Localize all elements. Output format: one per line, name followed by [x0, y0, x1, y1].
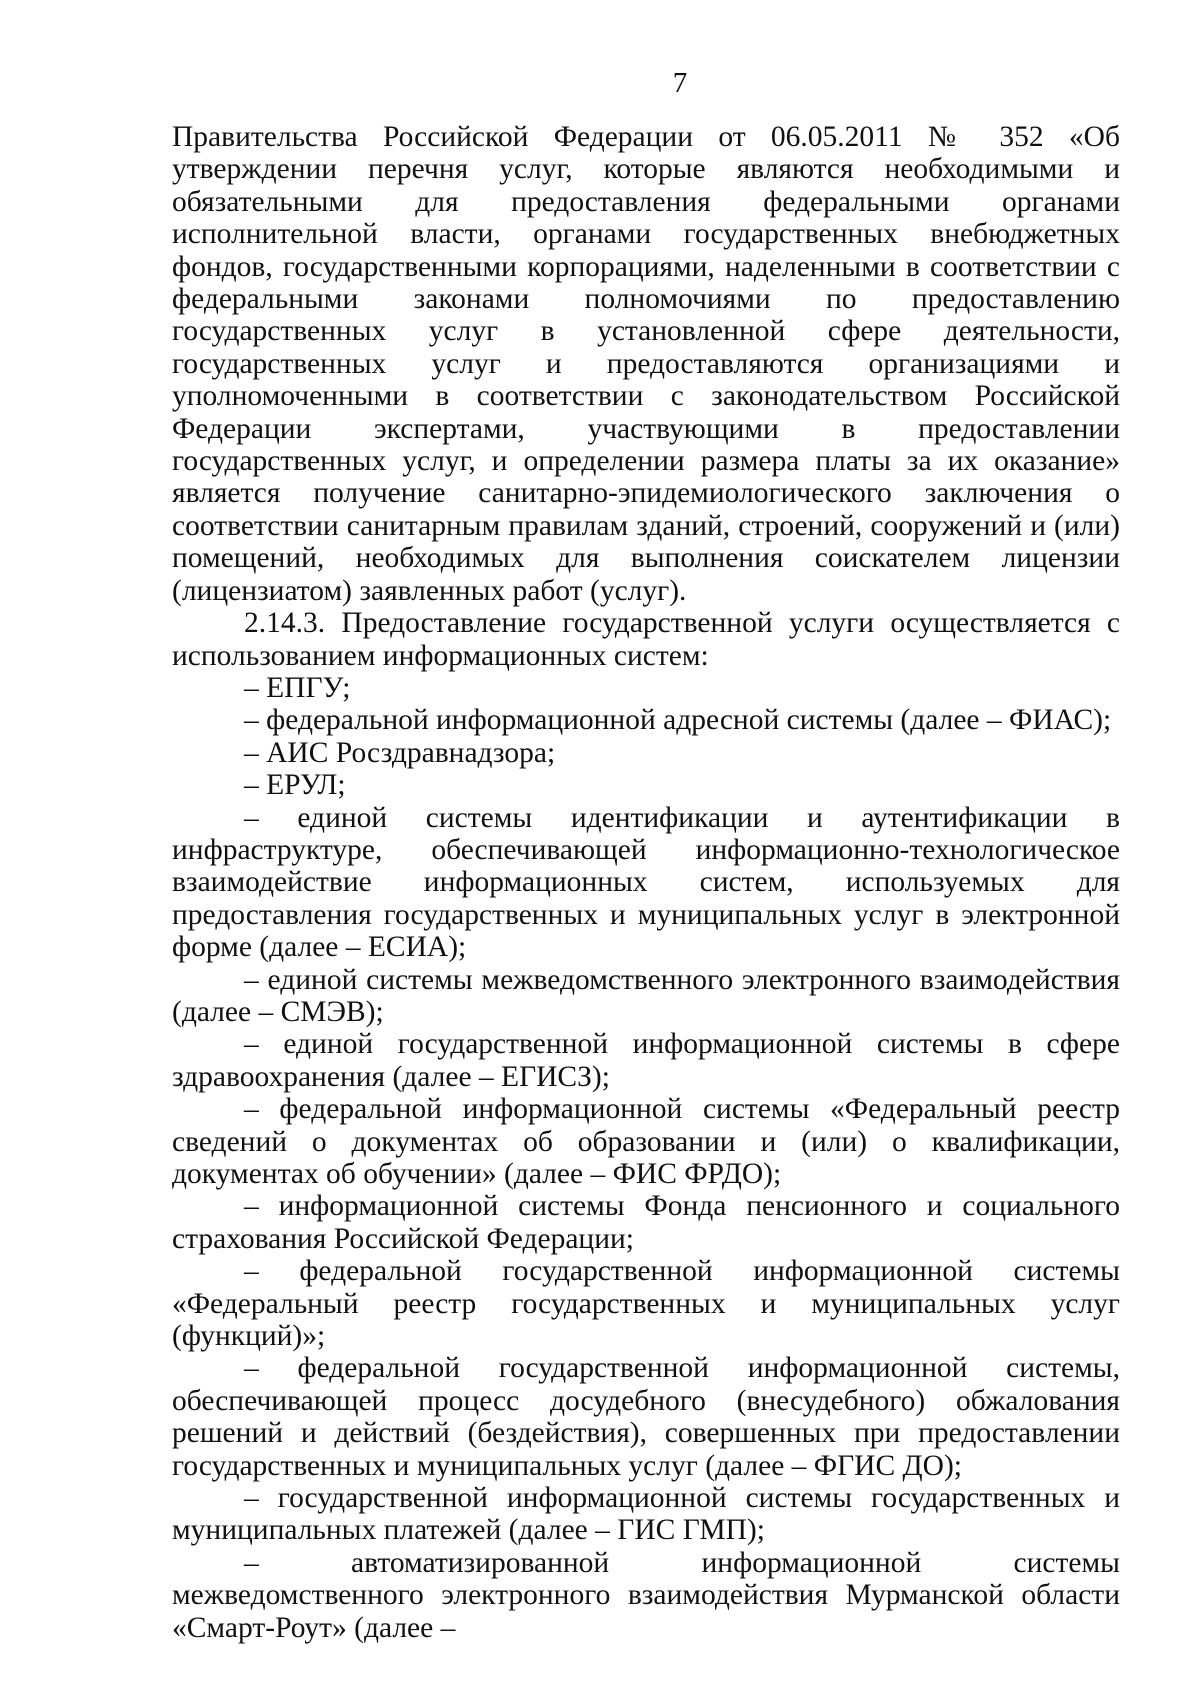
list-item-smev: – единой системы межведомственного электронного взаимодействия (далее – СМЭВ);: [172, 963, 1120, 1028]
list-item-fgis-do: – федеральной государственной информационной системы, обеспечивающей процесс досудебного (внесудебного) обжалования решений и действий (бездействия), совершенных при предоставлении государственных и муниципальных услуг (далее – ФГИС ДО);: [172, 1352, 1120, 1482]
document-body: [172, 121, 1120, 1644]
list-item-gis-gmp: – государственной информационной системы государственных и муниципальных платежей (далее – ГИС ГМП);: [172, 1482, 1120, 1547]
page-number: 7: [672, 67, 688, 99]
list-item-ais-roszdravnadzor: – АИС Росздравнадзора;: [244, 736, 556, 769]
list-item-fis-frdo: – федеральной информационной системы «Федеральный реестр сведений о документах об образовании и (или) о квалификации, документах об обучении» (далее – ФИС ФРДО);: [172, 1093, 1120, 1190]
list-item-fias: – федеральной информационной адресной системы (далее – ФИАС);: [244, 704, 1112, 737]
list-item-egisz: – единой государственной информационной системы в сфере здравоохранения (далее – ЕГИСЗ);: [172, 1028, 1120, 1093]
list-item-esia: – единой системы идентификации и аутентификации в инфраструктуре, обеспечивающей информационно-технологическое взаимодействие информационных систем, используемых для предоставления государственных и муниципальных услуг в электронной форме (далее – ЕСИА);: [172, 801, 1120, 964]
list-item-smart-rout: – автоматизированной информационной системы межведомственного электронного взаимодействия Мурманской области «Смарт-Роут» (далее –: [172, 1546, 1120, 1644]
paragraph-continuation: Правительства Российской Федерации от 06.05.2011 № 352 «Об утверждении перечня услуг, которые являются необходимыми и обязательными для предоставления федеральными органами исполнительной власти, органами государственных внебюджетных фондов, государственными корпорациями, наделенными в соответствии с федеральными законами полномочиями по предоставлению государственных услуг в установленной сфере деятельности, государственных услуг и предоставляются организациями и уполномоченными в соответствии с законодательством Российской Федерации экспертами, участвующими в предоставлении государственных услуг, и определении размера платы за их оказание» является получение санитарно-эпидемиологического заключения о соответствии санитарным правилам зданий, строений, сооружений и (или) помещений, необходимых для выполнения соискателем лицензии (лицензиатом) заявленных работ (услуг).: [172, 121, 1120, 607]
list-item-sfr: – информационной системы Фонда пенсионного и социального страхования Российской Федерации;: [172, 1190, 1120, 1255]
paragraph-2-14-3: 2.14.3. Предоставление государственной услуги осуществляется с использованием информационных систем:: [172, 607, 1120, 672]
list-item-epgu: – ЕПГУ;: [244, 671, 351, 704]
list-item-frgu: – федеральной государственной информационной системы «Федеральный реестр государственных и муниципальных услуг (функций)»;: [172, 1255, 1120, 1353]
list-item-erul: – ЕРУЛ;: [244, 769, 346, 802]
